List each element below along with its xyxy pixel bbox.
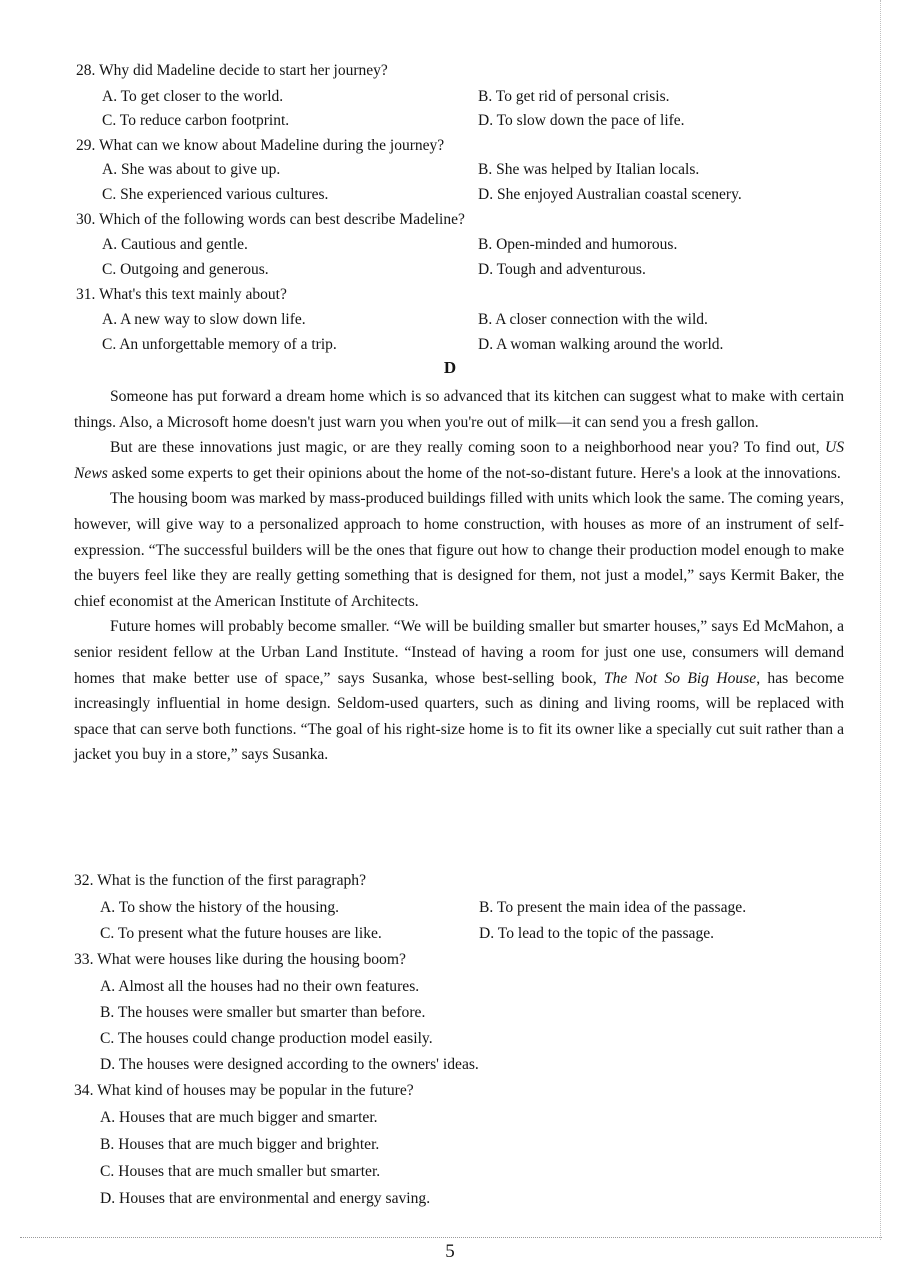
book-title: The Not So Big House: [603, 669, 757, 687]
q29-option-d: D. She enjoyed Australian coastal scenery.: [478, 186, 742, 203]
q31-option-c: C. An unforgettable memory of a trip.: [102, 336, 337, 353]
q33-option-d: D. The houses were designed according to the owners' ideas.: [100, 1056, 479, 1073]
q34-option-c: C. Houses that are much smaller but smarter.: [100, 1163, 381, 1180]
q33-option-c: C. The houses could change production model easily.: [100, 1030, 433, 1047]
q32-option-d: D. To lead to the topic of the passage.: [479, 925, 715, 942]
reading-passage: [74, 384, 844, 768]
passage-paragraph-2: [74, 435, 844, 486]
q34-option-a: A. Houses that are much bigger and smarter.: [100, 1109, 378, 1126]
section-heading-d: D: [443, 358, 457, 377]
passage-paragraph-1: Someone has put forward a dream home which is so advanced that its kitchen can suggest what to make with certain things. Also, a Microsoft home doesn't just warn you when you're out of milk—it can send you a fresh gallon.: [74, 388, 844, 431]
q31-option-b: B. A closer connection with the wild.: [478, 311, 708, 328]
q34-option-b: B. Houses that are much bigger and brighter.: [100, 1136, 380, 1153]
question-29: 29. What can we know about Madeline during the journey?: [76, 137, 445, 154]
question-31: 31. What's this text mainly about?: [76, 286, 287, 303]
question-33: 33. What were houses like during the housing boom?: [74, 951, 406, 968]
q33-option-a: A. Almost all the houses had no their own features.: [100, 978, 420, 995]
p2-text-start: But are these innovations just magic, or are they really coming soon to a neighborhood near you? To find out,: [110, 439, 825, 457]
q28-option-b: B. To get rid of personal crisis.: [478, 88, 670, 105]
p4-text-start: Future homes will probably become smaller. “We will be building smaller but smarter houses,” says Ed McMahon, a senior resident fellow at the Urban Land Institute. “Instead of having a room for just one use, consumers will demand homes that make better use of space,” says Susanka, whose best-selling book,: [74, 618, 844, 687]
page-edge-line: [880, 0, 881, 1240]
q32-option-b: B. To present the main idea of the passage.: [479, 899, 747, 916]
q28-option-a: A. To get closer to the world.: [102, 88, 284, 105]
footer-divider: [20, 1237, 882, 1238]
q28-option-d: D. To slow down the pace of life.: [478, 112, 685, 129]
passage-paragraph-3: The housing boom was marked by mass-produced buildings filled with units which look the same. The coming years, however, will give way to a personalized approach to home construction, with houses as more of an instrument of self-expression. “The successful builders will be the ones that figure out how to change their production model enough to make the buyers feel like they are really getting something that is designed for them, not just a model,” says Kermit Baker, the chief economist at the American Institute of Architects.: [74, 490, 844, 610]
question-30: 30. Which of the following words can best describe Madeline?: [76, 211, 465, 228]
q33-option-b: B. The houses were smaller but smarter than before.: [100, 1004, 426, 1021]
q34-option-d: D. Houses that are environmental and energy saving.: [100, 1190, 431, 1207]
q28-option-c: C. To reduce carbon footprint.: [102, 112, 290, 129]
p4-text-end: , has become increasingly influential in home design. Seldom-used quarters, such as dining and living rooms, will be replaced with space that can serve both functions. “The goal of his right-size home is to fit its owner like a specially cut suit rather than a jacket you buy in a store,” says Susanka.: [74, 669, 845, 764]
question-32: 32. What is the function of the first paragraph?: [74, 872, 367, 889]
p2-text-end: asked some experts to get their opinions about the home of the not-so-distant future. Here's a look at the innovations.: [107, 464, 841, 482]
q29-option-c: C. She experienced various cultures.: [102, 186, 329, 203]
q32-option-c: C. To present what the future houses are like.: [100, 925, 382, 942]
passage-paragraph-4: [74, 614, 844, 768]
question-34: 34. What kind of houses may be popular in the future?: [74, 1082, 414, 1099]
publication-title: US News: [74, 439, 844, 482]
q30-option-d: D. Tough and adventurous.: [478, 261, 646, 278]
q31-option-a: A. A new way to slow down life.: [102, 311, 306, 328]
q30-option-c: C. Outgoing and generous.: [102, 261, 269, 278]
q29-option-b: B. She was helped by Italian locals.: [478, 161, 700, 178]
q31-option-d: D. A woman walking around the world.: [478, 336, 724, 353]
q30-option-b: B. Open-minded and humorous.: [478, 236, 678, 253]
q32-option-a: A. To show the history of the housing.: [100, 899, 340, 916]
question-28: 28. Why did Madeline decide to start her journey?: [76, 62, 388, 79]
page-number: 5: [445, 1241, 455, 1262]
q29-option-a: A. She was about to give up.: [102, 161, 281, 178]
q30-option-a: A. Cautious and gentle.: [102, 236, 248, 253]
